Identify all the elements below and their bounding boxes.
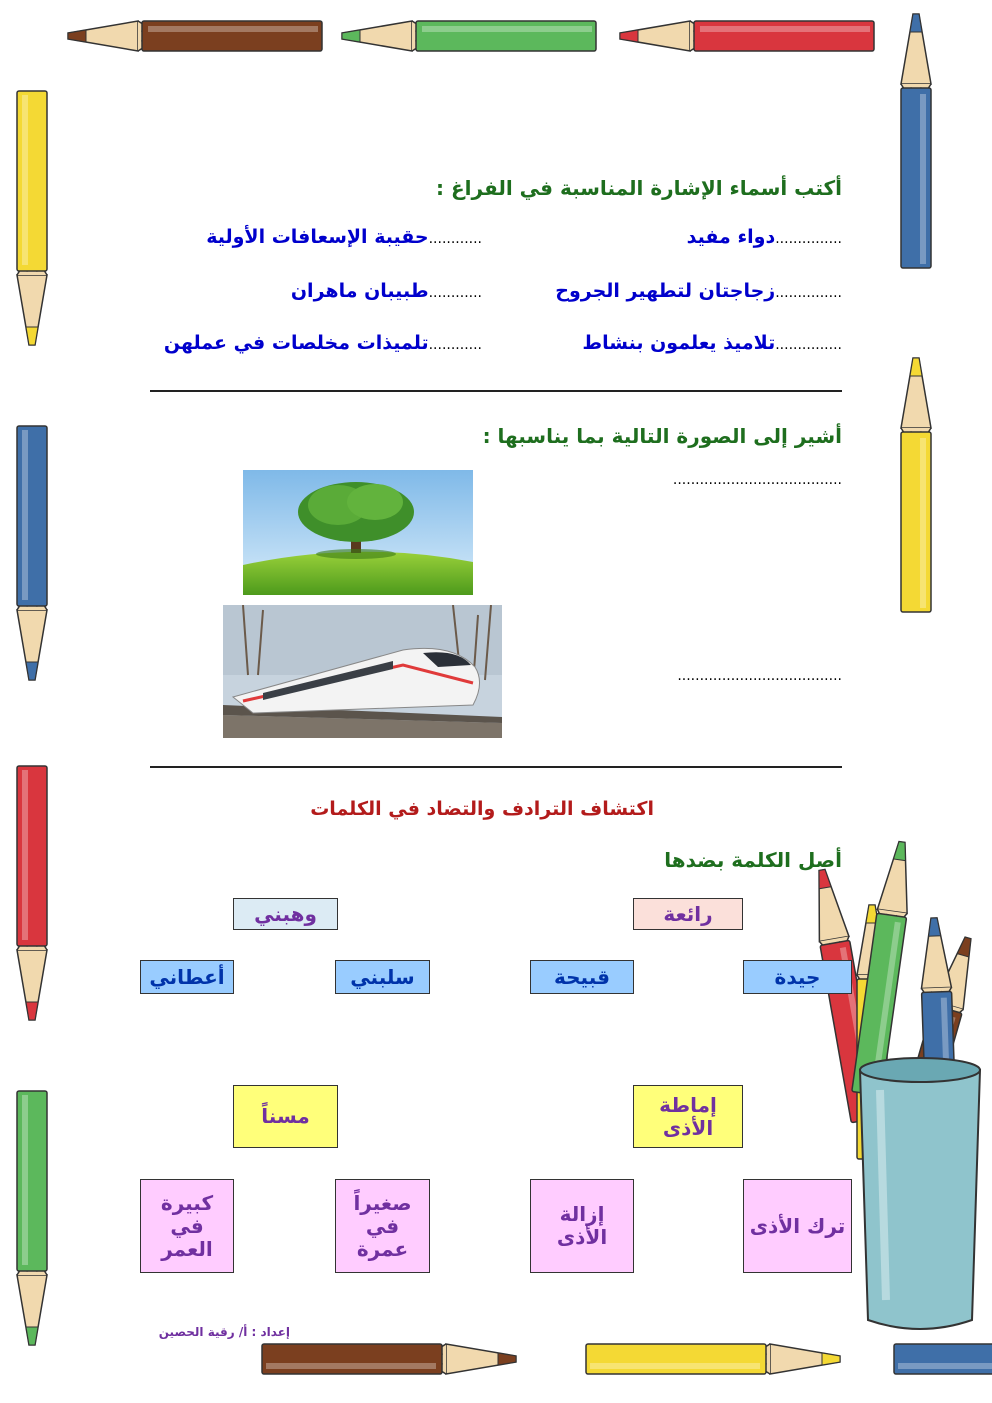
target-word[interactable]: رائعة — [633, 898, 743, 930]
question-images: أشير إلى الصورة التالية بما يناسبها : — [482, 424, 842, 448]
target-word[interactable]: مسناً — [233, 1085, 338, 1148]
item-text: تلميذات مخلصات في عملهن — [163, 332, 429, 354]
blank[interactable]: ............ — [428, 337, 482, 353]
answer-line-train[interactable]: ..................................... — [677, 668, 842, 684]
option-word[interactable]: صغيراً في عمرة — [335, 1179, 430, 1273]
option-word[interactable]: أعطاني — [140, 960, 234, 994]
exercise-item[interactable] — [555, 280, 842, 302]
blank[interactable]: ............... — [775, 337, 842, 353]
target-word[interactable]: وهبني — [233, 898, 338, 930]
option-word[interactable]: إزالة الأذى — [530, 1179, 634, 1273]
option-word[interactable]: سلبني — [335, 960, 430, 994]
exercise-item[interactable] — [687, 226, 842, 248]
exercise-item[interactable] — [164, 332, 482, 354]
exercise-item[interactable] — [582, 332, 842, 354]
item-text: طبيبان ماهران — [290, 280, 429, 302]
option-word[interactable]: قبيحة — [530, 960, 634, 994]
item-text: دواء مفيد — [686, 226, 776, 248]
blank[interactable]: ............... — [775, 231, 842, 247]
option-word[interactable]: ترك الأذى — [743, 1179, 852, 1273]
answer-line-tree[interactable]: ...................................... — [672, 472, 842, 488]
item-text: زجاجتان لتطهير الجروح — [555, 280, 776, 302]
author-credit: إعداد : أ/ رقية الحصين — [158, 1325, 290, 1339]
exercise-item[interactable] — [206, 226, 482, 248]
item-text: تلاميذ يعلمون بنشاط — [582, 332, 776, 354]
item-text: حقيبة الإسعافات الأولية — [206, 226, 429, 248]
option-word[interactable]: جيدة — [743, 960, 852, 994]
blank[interactable]: ............ — [428, 285, 482, 301]
instruction-match: أصل الكلمة بضدها — [664, 848, 842, 872]
question-demonstratives: أكتب أسماء الإشارة المناسبة في الفراغ : — [436, 176, 842, 200]
section-heading: اكتشاف الترادف والتضاد في الكلمات — [310, 798, 654, 820]
option-word[interactable]: كبيرة في العمر — [140, 1179, 234, 1273]
blank[interactable]: ............... — [775, 285, 842, 301]
target-word[interactable]: إماطة الأذى — [633, 1085, 743, 1148]
divider — [150, 390, 842, 392]
train-image — [223, 605, 502, 738]
exercise-item[interactable] — [291, 280, 482, 302]
tree-image — [243, 470, 473, 595]
divider — [150, 766, 842, 768]
blank[interactable]: ............ — [428, 231, 482, 247]
